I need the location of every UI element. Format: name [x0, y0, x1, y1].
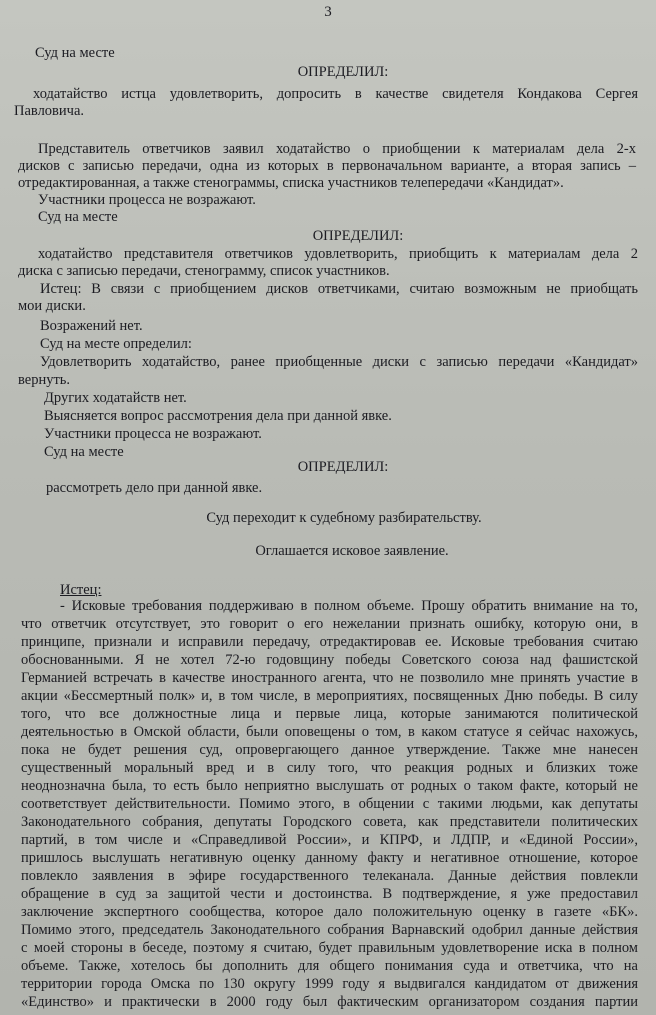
participants-no-objection-2: Участники процесса не возражают. — [44, 426, 262, 442]
claim-announced: Оглашается исковое заявление. — [255, 543, 449, 559]
testimony-line: «Единство» и практически в 2000 году был фактическим организатором создания партии — [21, 994, 638, 1010]
court-on-site-2: Суд на месте — [38, 209, 118, 225]
testimony-line: Германией встречать в качестве иностранного агента, что не позволило мне принять участие в — [21, 670, 638, 686]
ruling-heading-1: ОПРЕДЕЛИЛ: — [297, 64, 389, 80]
testimony-line: с моей стороны в беседе, поэтому я считаю, будет правильным удовлетворение иска в полном — [21, 940, 638, 956]
testimony-line: пришлось выслушать негативную оценку данному факту и негативное отношение, которое — [21, 850, 638, 866]
testimony-line: Помимо этого, председатель Законодательного собрания Варнавский одобрил данные действия — [21, 922, 638, 938]
ruling-text-1-line2: Павловича. — [14, 103, 85, 119]
testimony-line: обоснованными. Я не хотел 72-ю годовщину победы Советского союза над фашистской — [21, 652, 638, 668]
ruling-heading-2: ОПРЕДЕЛИЛ: — [312, 228, 404, 244]
court-transition: Суд переходит к судебному разбирательству. — [206, 510, 482, 526]
court-on-site-3: Суд на месте — [44, 444, 124, 460]
testimony-line: обращение в суд за защитой чести и достоинства. В подтверждение, я уже предоставил — [21, 886, 638, 902]
ruling-text-1-line1: ходатайство истца удовлетворить, допросить в качестве свидетеля Кондакова Сергея — [33, 86, 638, 102]
testimony-line: неоднозначна была, то есть было неприятно выслушать от родных о таком факте, который не — [21, 778, 638, 794]
participants-no-objection-1: Участники процесса не возражают. — [38, 192, 256, 208]
testimony-line: заключение экспертного сообщества, которое дало положительную оценку в газете «БК». — [21, 904, 638, 920]
testimony-line: повлекло заявления в эфире государственного телеканала. Данные действия повлекли — [21, 868, 638, 884]
representative-motion-line2: дисков с записью передачи, одна из которых в первоначальном варианте, а вторая запись – — [18, 158, 636, 174]
testimony-line: что ответчик отсутствует, это говорит о его нежелании признать ошибку, которую они, в — [21, 616, 638, 632]
page-number: 3 — [324, 4, 332, 20]
testimony-line: партий, в том числе и «Справедливой России», и КПРФ, и ЛДПР, и «Единой России», — [21, 832, 638, 848]
testimony-line: объеме. Также, хотелось бы дополнить для общего понимания суда и ответчика, что на — [21, 958, 638, 974]
ruling-text-2-line1: ходатайство представителя ответчиков удовлетворить, приобщить к материалам дела 2 — [38, 246, 638, 262]
no-other-motions: Других ходатайств нет. — [44, 390, 187, 406]
representative-motion-line3: отредактированная, а также стенограммы, списка участников телепередачи «Кандидат». — [18, 175, 564, 191]
testimony-line: существенный моральный вред и в силу того, что реакция родных и близких тоже — [21, 760, 638, 776]
testimony-line: деятельностью в Омской области, были оповещены о том, в каком статусе я сейчас нахожусь, — [21, 724, 638, 740]
no-objections: Возражений нет. — [40, 318, 143, 334]
attendance-question: Выясняется вопрос рассмотрения дела при данной явке. — [44, 408, 392, 424]
satisfy-motion-line2: вернуть. — [18, 372, 71, 388]
plaintiff-statement-line1: Истец: В связи с приобщением дисков ответчиками, считаю возможным не приобщать — [40, 281, 638, 297]
testimony-line: принципе, признали и исправили передачу, отредактировав ее. Исковые требования считаю — [21, 634, 638, 650]
satisfy-motion-line1: Удовлетворить ходатайство, ранее приобщенные диски с записью передачи «Кандидат» — [40, 354, 638, 370]
court-decided: Суд на месте определил: — [40, 336, 192, 352]
testimony-line: акции «Бессмертный полк» и, в том числе, в мероприятиях, посвященных Дню победы. В силу — [21, 688, 638, 704]
testimony-line: - Исковые требования поддерживаю в полном объеме. Прошу обратить внимание на то, — [60, 598, 638, 614]
testimony-line: Законодательного собрания, депутаты Городского совета, как представители политических — [21, 814, 638, 830]
ruling-heading-3: ОПРЕДЕЛИЛ: — [297, 459, 389, 475]
testimony-line: соответствует действительности. Помимо этого, в общении с такими людьми, как депутаты — [21, 796, 638, 812]
court-on-site-1: Суд на месте — [35, 45, 115, 61]
representative-motion-line1: Представитель ответчиков заявил ходатайство о приобщении к материалам дела 2-х — [38, 141, 636, 157]
consider-case: рассмотреть дело при данной явке. — [46, 480, 263, 496]
plaintiff-label: Истец: — [60, 582, 102, 598]
testimony-line: пока не будет решения суд, опровергающего данное утверждение. Также мне нанесен — [21, 742, 638, 758]
testimony-line: того, что все должностные лица и первые лица, которые занимаются политической — [21, 706, 638, 722]
ruling-text-2-line2: диска с записью передачи, стенограмму, список участников. — [18, 263, 390, 279]
plaintiff-statement-line2: мои диски. — [18, 298, 86, 314]
testimony-line: территории города Омска по 130 округу 1999 году я выдвигался кандидатом от движения — [21, 976, 638, 992]
